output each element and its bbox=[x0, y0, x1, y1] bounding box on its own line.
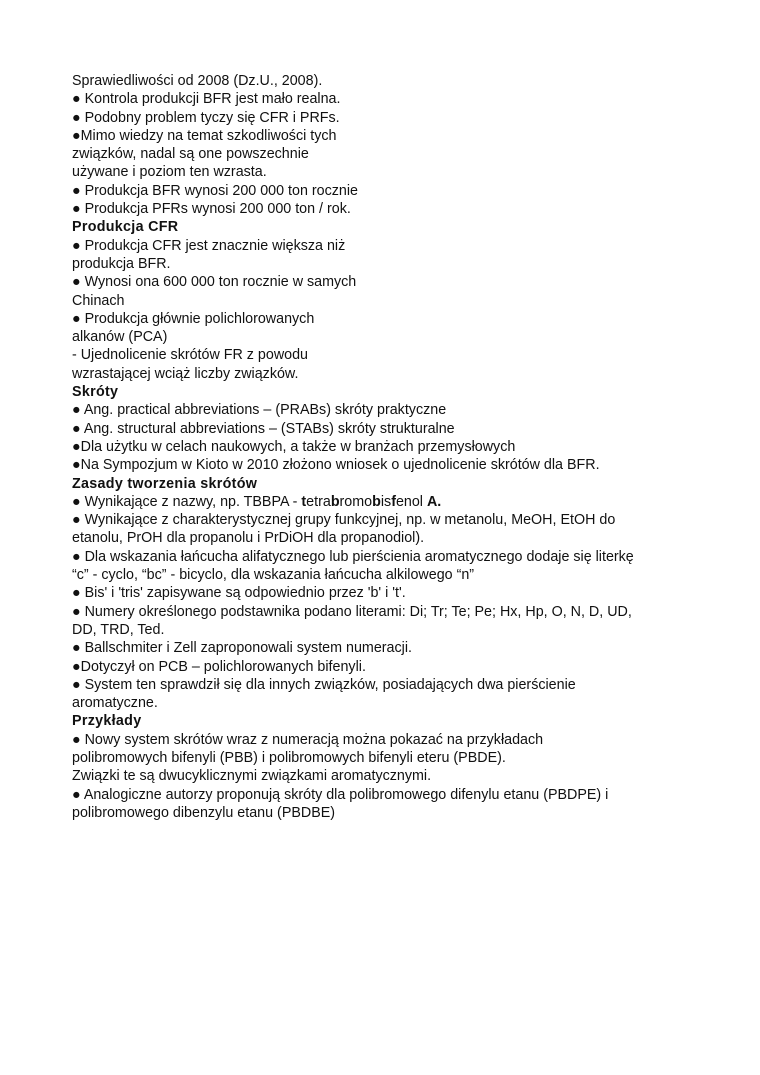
text-line bbox=[72, 493, 692, 511]
text-line: ● Kontrola produkcji BFR jest mało realna. bbox=[72, 91, 341, 108]
text-line: ● Produkcja PFRs wynosi 200 000 ton / rok. bbox=[72, 201, 351, 218]
text-line: związków, nadal są one powszechnie bbox=[72, 146, 309, 163]
text-line: ● Numery określonego podstawnika podano literami: Di; Tr; Te; Pe; Hx, Hp, O, N, D, UD, bbox=[72, 603, 632, 620]
text-line: etanolu, PrOH dla propanolu i PrDiOH dla propanodiol). bbox=[72, 530, 425, 547]
text-line: ●Mimo wiedzy na temat szkodliwości tych bbox=[72, 127, 337, 144]
text-fragment: t bbox=[301, 493, 307, 510]
text-line: DD, TRD, Ted. bbox=[72, 621, 165, 638]
text-fragment: etra bbox=[306, 493, 331, 510]
section-heading: Zasady tworzenia skrótów bbox=[72, 475, 258, 492]
text-line: polibromowych bifenyli (PBB) i polibromowych bifenyli eteru (PBDE). bbox=[72, 749, 506, 766]
text-fragment: enol bbox=[395, 493, 427, 510]
text-line: ● Bis' i 'tris' zapisywane są odpowiednio przez 'b' i 't'. bbox=[72, 585, 406, 602]
text-fragment: romo bbox=[339, 493, 373, 510]
text-line: wzrastającej wciąż liczby związków. bbox=[72, 365, 299, 382]
text-line: ● Ballschmiter i Zell zaproponowali system numeracji. bbox=[72, 640, 412, 657]
text-line: alkanów (PCA) bbox=[72, 329, 168, 346]
text-line: ● Ang. practical abbreviations – (PRABs) skróty praktyczne bbox=[72, 402, 447, 419]
section-heading: Skróty bbox=[72, 384, 119, 401]
text-line: Związki te są dwucyklicznymi związkami aromatycznymi. bbox=[72, 768, 432, 785]
section-heading: Przykłady bbox=[72, 713, 142, 730]
text-line: ● Analogiczne autorzy proponują skróty dla polibromowego difenylu etanu (PBDPE) i bbox=[72, 786, 609, 803]
text-line: ● Ang. structural abbreviations – (STABs) skróty strukturalne bbox=[72, 420, 455, 437]
section-heading: Produkcja CFR bbox=[72, 219, 179, 236]
text-line: polibromowego dibenzylu etanu (PBDBE) bbox=[72, 804, 336, 821]
text-line: ●Dotyczył on PCB – polichlorowanych bifenyli. bbox=[72, 658, 366, 675]
document-page bbox=[72, 72, 692, 822]
text-line: ● Wynosi ona 600 000 ton rocznie w samych bbox=[72, 274, 357, 291]
text-line: używane i poziom ten wzrasta. bbox=[72, 164, 267, 181]
text-line: ●Dla użytku w celach naukowych, a także w branżach przemysłowych bbox=[72, 438, 516, 455]
text-line: ● Podobny problem tyczy się CFR i PRFs. bbox=[72, 109, 340, 126]
text-fragment: ● Wynikające z nazwy, np. TBBPA - bbox=[72, 493, 302, 510]
text-fragment: f bbox=[391, 493, 396, 510]
text-line: ● System ten sprawdził się dla innych związków, posiadających dwa pierścienie bbox=[72, 676, 576, 693]
text-line: ● Nowy system skrótów wraz z numeracją można pokazać na przykładach bbox=[72, 731, 544, 748]
text-fragment: is bbox=[380, 493, 392, 510]
text-fragment: b bbox=[372, 493, 381, 510]
text-line: Sprawiedliwości od 2008 (Dz.U., 2008). bbox=[72, 73, 323, 89]
text-fragment: A. bbox=[426, 493, 442, 510]
text-line: ● Dla wskazania łańcucha alifatycznego lub pierścienia aromatycznego dodaje się literkę bbox=[72, 548, 634, 565]
text-line: Chinach bbox=[72, 292, 125, 309]
text-line: “c” - cyclo, “bc” - bicyclo, dla wskazania łańcucha alkilowego “n” bbox=[72, 567, 475, 584]
text-line: ● Produkcja głównie polichlorowanych bbox=[72, 310, 315, 327]
text-line: ● Produkcja CFR jest znacznie większa niż bbox=[72, 237, 346, 254]
text-line: ● Produkcja BFR wynosi 200 000 ton rocznie bbox=[72, 182, 358, 199]
text-fragment: b bbox=[330, 493, 340, 510]
text-line: - Ujednolicenie skrótów FR z powodu bbox=[72, 347, 309, 364]
text-line: aromatyczne. bbox=[72, 695, 158, 712]
text-line: ●Na Sympozjum w Kioto w 2010 złożono wniosek o ujednolicenie skrótów dla BFR. bbox=[72, 457, 600, 474]
text-line: produkcja BFR. bbox=[72, 255, 171, 272]
text-line: ● Wynikające z charakterystycznej grupy funkcyjnej, np. w metanolu, MeOH, EtOH do bbox=[72, 512, 616, 529]
